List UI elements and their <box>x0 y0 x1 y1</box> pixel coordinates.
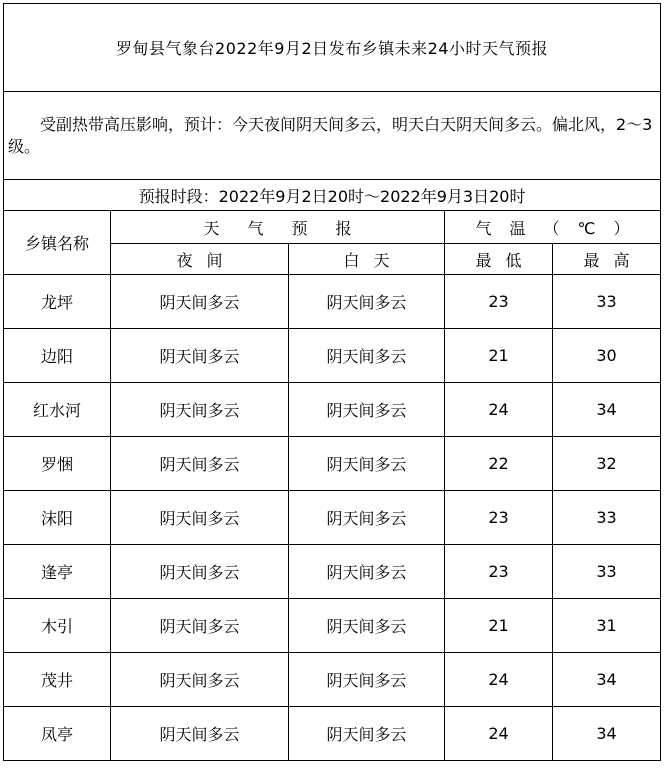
table-row <box>4 545 661 599</box>
night-weather-cell: 阴天间多云 <box>111 491 289 545</box>
night-weather-cell: 阴天间多云 <box>111 383 289 437</box>
max-temp-cell: 34 <box>553 707 661 761</box>
description-text: 受副热带高压影响，预计：今天夜间阴天间多云，明天白天阴天间多云。偏北风，2～3级。 <box>8 114 653 156</box>
table-row <box>4 383 661 437</box>
table-row <box>4 707 661 761</box>
table-row <box>4 599 661 653</box>
header-temperature: 气温（℃） <box>445 211 661 244</box>
town-cell: 木引 <box>4 599 111 653</box>
min-temp-cell: 22 <box>445 437 553 491</box>
max-temp-cell: 34 <box>553 653 661 707</box>
town-cell: 罗悃 <box>4 437 111 491</box>
table-row <box>4 275 661 329</box>
max-temp-cell: 31 <box>553 599 661 653</box>
max-temp-cell: 32 <box>553 437 661 491</box>
day-weather-cell: 阴天间多云 <box>289 545 445 599</box>
day-weather-cell: 阴天间多云 <box>289 383 445 437</box>
night-weather-cell: 阴天间多云 <box>111 329 289 383</box>
min-temp-cell: 24 <box>445 653 553 707</box>
town-cell: 龙坪 <box>4 275 111 329</box>
night-weather-cell: 阴天间多云 <box>111 437 289 491</box>
forecast-description <box>4 92 661 180</box>
header-max-temp: 最高 <box>553 244 661 275</box>
header-day: 白天 <box>289 244 445 275</box>
day-weather-cell: 阴天间多云 <box>289 653 445 707</box>
town-cell: 边阳 <box>4 329 111 383</box>
min-temp-cell: 23 <box>445 275 553 329</box>
report-title: 罗甸县气象台2022年9月2日发布乡镇未来24小时天气预报 <box>4 4 661 92</box>
town-cell: 红水河 <box>4 383 111 437</box>
min-temp-cell: 23 <box>445 491 553 545</box>
day-weather-cell: 阴天间多云 <box>289 329 445 383</box>
header-night: 夜间 <box>111 244 289 275</box>
table-row <box>4 329 661 383</box>
day-weather-cell: 阴天间多云 <box>289 599 445 653</box>
day-weather-cell: 阴天间多云 <box>289 491 445 545</box>
table-row <box>4 491 661 545</box>
town-cell: 凤亭 <box>4 707 111 761</box>
max-temp-cell: 34 <box>553 383 661 437</box>
town-cell: 逢亭 <box>4 545 111 599</box>
forecast-table <box>3 3 661 761</box>
night-weather-cell: 阴天间多云 <box>111 545 289 599</box>
max-temp-cell: 33 <box>553 545 661 599</box>
table-row <box>4 437 661 491</box>
forecast-period: 预报时段：2022年9月2日20时～2022年9月3日20时 <box>4 180 661 211</box>
night-weather-cell: 阴天间多云 <box>111 653 289 707</box>
header-town: 乡镇名称 <box>4 211 111 275</box>
forecast-rows <box>4 275 661 761</box>
max-temp-cell: 33 <box>553 491 661 545</box>
min-temp-cell: 23 <box>445 545 553 599</box>
night-weather-cell: 阴天间多云 <box>111 275 289 329</box>
table-row <box>4 653 661 707</box>
header-weather: 天气预报 <box>111 211 445 244</box>
day-weather-cell: 阴天间多云 <box>289 707 445 761</box>
night-weather-cell: 阴天间多云 <box>111 599 289 653</box>
town-cell: 茂井 <box>4 653 111 707</box>
min-temp-cell: 24 <box>445 707 553 761</box>
day-weather-cell: 阴天间多云 <box>289 437 445 491</box>
max-temp-cell: 30 <box>553 329 661 383</box>
header-min-temp: 最低 <box>445 244 553 275</box>
night-weather-cell: 阴天间多云 <box>111 707 289 761</box>
forecast-sheet <box>3 3 663 761</box>
town-cell: 沫阳 <box>4 491 111 545</box>
min-temp-cell: 21 <box>445 599 553 653</box>
min-temp-cell: 24 <box>445 383 553 437</box>
min-temp-cell: 21 <box>445 329 553 383</box>
day-weather-cell: 阴天间多云 <box>289 275 445 329</box>
max-temp-cell: 33 <box>553 275 661 329</box>
